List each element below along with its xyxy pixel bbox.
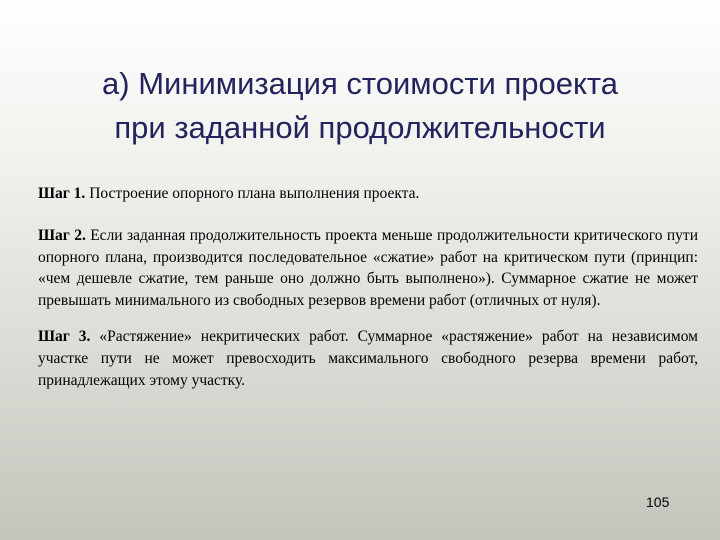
step-3-text: «Растяжение» некритических работ. Суммарное «растяжение» работ на независимом участке пути не может превосходить максимального свободного резерва времени работ, принадлежащих этому участку. <box>38 327 698 389</box>
step-1-text: Построение опорного плана выполнения проекта. <box>85 185 420 202</box>
step-3-paragraph <box>38 326 698 391</box>
step-3-label: Шаг 3. <box>38 327 91 345</box>
step-1-paragraph <box>38 183 698 205</box>
title-line-1: а) Минимизация стоимости проекта <box>102 66 618 101</box>
step-2-paragraph <box>38 225 698 312</box>
step-1-label: Шаг 1. <box>38 185 86 202</box>
title-line-2: при заданной продолжительности <box>114 110 606 145</box>
step-2-label: Шаг 2. <box>38 226 86 244</box>
slide-body <box>38 183 698 405</box>
slide-title <box>20 62 700 150</box>
step-2-text: Если заданная продолжительность проекта меньше продолжительности критического пути опорного плана, производится последовательное «сжатие» работ на критическом пути (принцип: «чем дешевле сжатие, тем раньше оно должно быть выполнено»). Суммарное сжатие не может превышать минимального из свободных резервов времени работ (отличных от нуля). <box>38 226 698 310</box>
page-number: 105 <box>646 494 670 510</box>
